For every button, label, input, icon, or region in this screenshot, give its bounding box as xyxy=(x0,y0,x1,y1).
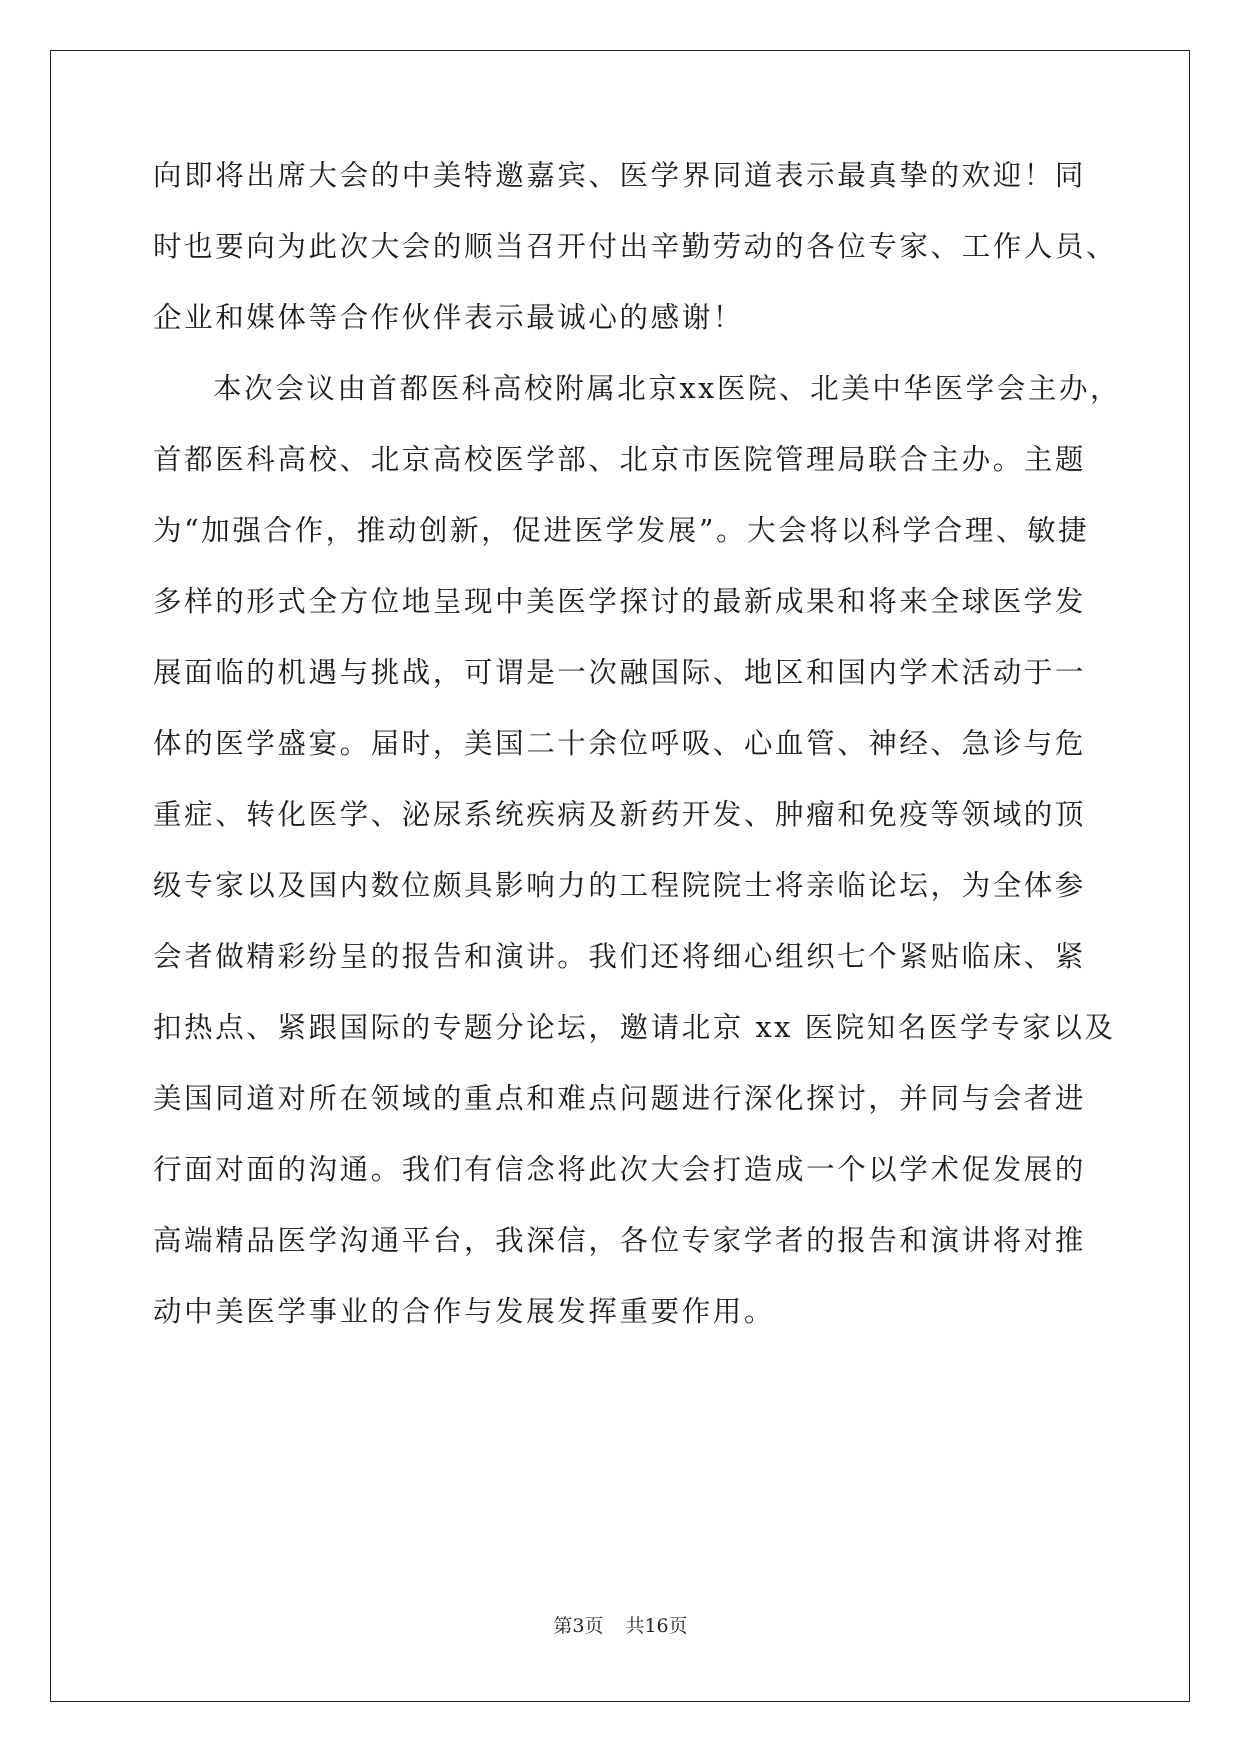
text-line: 多样的形式全方位地呈现中美医学探讨的最新成果和将来全球医学发 xyxy=(153,585,1087,618)
text-line: 向即将出席大会的中美特邀嘉宾、医学界同道表示最真挚的欢迎！同 xyxy=(153,159,1087,192)
page-number: 第3页 xyxy=(553,1615,604,1637)
text-line: 重症、转化医学、泌尿系统疾病及新药开发、肿瘤和免疫等领域的顶 xyxy=(153,798,1087,831)
text-line: 美国同道对所在领域的重点和难点问题进行深化探讨，并同与会者进 xyxy=(153,1082,1087,1115)
text-line: 高端精品医学沟通平台，我深信，各位专家学者的报告和演讲将对推 xyxy=(153,1224,1087,1257)
page-total: 共16页 xyxy=(625,1615,688,1637)
page-footer xyxy=(0,1614,1241,1638)
text-line: 首都医科高校、北京高校医学部、北京市医院管理局联合主办。主题 xyxy=(153,443,1087,476)
text-line: 体的医学盛宴。届时，美国二十余位呼吸、心血管、神经、急诊与危 xyxy=(153,727,1087,760)
text-line: 级专家以及国内数位颇具影响力的工程院院士将亲临论坛，为全体参 xyxy=(153,869,1087,902)
text-line: 展面临的机遇与挑战，可谓是一次融国际、地区和国内学术活动于一 xyxy=(153,656,1087,689)
text-line: 为“加强合作，推动创新，促进医学发展”。大会将以科学合理、敏捷 xyxy=(153,514,1090,547)
text-line: 本次会议由首都医科高校附属北京xx医院、北美中华医学会主办， xyxy=(213,372,1122,405)
text-line: 时也要向为此次大会的顺当召开付出辛勤劳动的各位专家、工作人员、 xyxy=(153,230,1118,263)
text-line: 动中美医学事业的合作与发展发挥重要作用。 xyxy=(153,1295,776,1328)
text-line: 企业和媒体等合作伙伴表示最诚心的感谢！ xyxy=(153,301,744,334)
text-line: 扣热点、紧跟国际的专题分论坛，邀请北京 xx 医院知名医学专家以及 xyxy=(153,1011,1116,1044)
text-line: 行面对面的沟通。我们有信念将此次大会打造成一个以学术促发展的 xyxy=(153,1153,1087,1186)
text-line: 会者做精彩纷呈的报告和演讲。我们还将细心组织七个紧贴临床、紧 xyxy=(153,940,1087,973)
